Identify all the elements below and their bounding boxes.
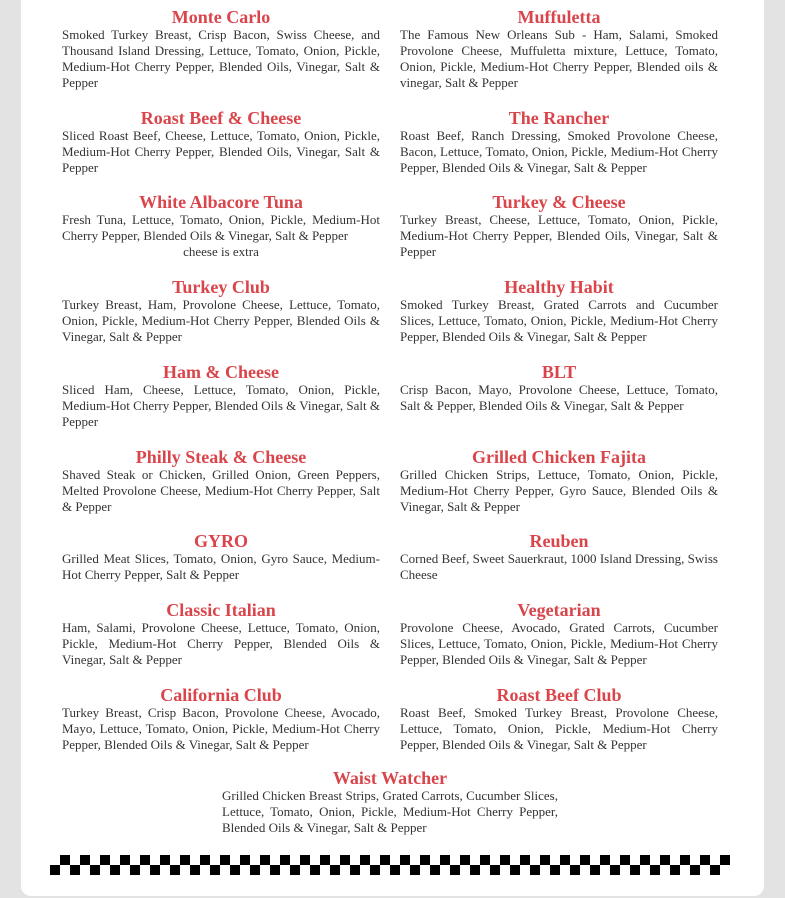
menu-item (400, 600, 718, 668)
item-title: Reuben (529, 531, 589, 551)
menu-item (400, 531, 718, 583)
checkered-border (50, 855, 730, 875)
item-description: Corned Beef, Sweet Sauerkraut, 1000 Island Dressing, Swiss Cheese (400, 551, 718, 582)
menu-item (62, 447, 380, 515)
item-title: California Club (160, 685, 282, 705)
menu-item-centered (222, 768, 558, 836)
menu-item (62, 192, 380, 260)
item-description: Sliced Roast Beef, Cheese, Lettuce, Tomato, Onion, Pickle, Medium-Hot Cherry Pepper, Blended Oils, Vinegar, Salt & Pepper (62, 128, 380, 175)
item-description: Grilled Chicken Breast Strips, Grated Carrots, Cucumber Slices, Lettuce, Tomato, Onion, Pickle, Medium-Hot Cherry Pepper, Blended Oils & Vinegar, Salt & Pepper (222, 788, 558, 835)
item-description: Crisp Bacon, Mayo, Provolone Cheese, Lettuce, Tomato, Salt & Pepper, Blended Oils & Vinegar, Salt & Pepper (400, 382, 718, 413)
item-description: Ham, Salami, Provolone Cheese, Lettuce, Tomato, Onion, Pickle, Medium-Hot Cherry Pepper, Blended Oils & Vinegar, Salt & Pepper (62, 620, 380, 667)
item-description: Fresh Tuna, Lettuce, Tomato, Onion, Pickle, Medium-Hot Cherry Pepper, Blended Oils & Vinegar, Salt & Pepper (62, 212, 380, 243)
menu-item (62, 600, 380, 668)
item-description: Turkey Breast, Ham, Provolone Cheese, Lettuce, Tomato, Onion, Pickle, Medium-Hot Cherry Pepper, Blended Oils & Vinegar, Salt & Pepper (62, 297, 380, 344)
item-title: Roast Beef Club (496, 685, 622, 705)
item-description: The Famous New Orleans Sub - Ham, Salami, Smoked Provolone Cheese, Muffuletta mixture, Lettuce, Tomato, Onion, Pickle, Medium-Hot Cherry Pepper, Blended oils & vinegar, Salt & Pepper (400, 27, 718, 90)
item-description: Sliced Ham, Cheese, Lettuce, Tomato, Onion, Pickle, Medium-Hot Cherry Pepper, Blended Oils & Vinegar, Salt & Pepper (62, 382, 380, 429)
item-title: Grilled Chicken Fajita (472, 447, 646, 467)
item-title: Roast Beef & Cheese (140, 108, 302, 128)
item-description: Turkey Breast, Crisp Bacon, Provolone Cheese, Avocado, Mayo, Lettuce, Tomato, Onion, Pickle, Medium-Hot Cherry Pepper, Blended Oils & Vinegar, Salt & Pepper (62, 705, 380, 752)
item-title: Ham & Cheese (163, 362, 279, 382)
item-description: Turkey Breast, Cheese, Lettuce, Tomato, Onion, Pickle, Medium-Hot Cherry Pepper, Blended Oils, Vinegar, Salt & Pepper (400, 212, 718, 259)
item-description: Shaved Steak or Chicken, Grilled Onion, Green Peppers, Melted Provolone Cheese, Medium-Hot Cherry Pepper, Salt & Pepper (62, 467, 380, 514)
menu-item (62, 7, 380, 91)
item-title: The Rancher (508, 108, 610, 128)
item-title: GYRO (194, 531, 248, 551)
menu-item (62, 685, 380, 753)
item-title: Monte Carlo (171, 7, 271, 27)
menu-item (400, 362, 718, 414)
menu-item (62, 277, 380, 345)
item-title: Classic Italian (166, 600, 276, 620)
item-title: Turkey & Cheese (492, 192, 626, 212)
item-description: Smoked Turkey Breast, Crisp Bacon, Swiss Cheese, and Thousand Island Dressing, Lettuce, Tomato, Onion, Pickle, Medium-Hot Cherry Pepper, Blended Oils, Vinegar, Salt & Pepper (62, 27, 380, 90)
item-title: Philly Steak & Cheese (135, 447, 307, 467)
item-description: Grilled Meat Slices, Tomato, Onion, Gyro Sauce, Medium-Hot Cherry Pepper, Salt & Pepper (62, 551, 380, 582)
item-description: Roast Beef, Smoked Turkey Breast, Provolone Cheese, Lettuce, Tomato, Onion, Pickle, Medium-Hot Cherry Pepper, Blended Oils & Vinegar, Salt & Pepper (400, 705, 718, 752)
menu-item (62, 108, 380, 176)
menu-item (62, 362, 380, 430)
item-description: Grilled Chicken Strips, Lettuce, Tomato, Onion, Pickle, Medium-Hot Cherry Pepper, Gyro Sauce, Blended Oils & Vinegar, Salt & Pepper (400, 467, 718, 514)
menu-item (400, 447, 718, 515)
menu-item (400, 192, 718, 260)
menu-item (400, 277, 718, 345)
item-title: Turkey Club (172, 277, 270, 297)
menu-item (400, 108, 718, 176)
item-description: Provolone Cheese, Avocado, Grated Carrots, Cucumber Slices, Lettuce, Tomato, Onion, Pickle, Medium-Hot Cherry Pepper, Blended Oils & Vinegar, Salt & Pepper (400, 620, 718, 667)
item-title: Muffuletta (517, 7, 601, 27)
menu-item (400, 7, 718, 91)
item-description: Smoked Turkey Breast, Grated Carrots and Cucumber Slices, Lettuce, Tomato, Onion, Pickle, Medium-Hot Cherry Pepper, Blended Oils & Vinegar, Salt & Pepper (400, 297, 718, 344)
menu-item (62, 531, 380, 583)
menu-item (400, 685, 718, 753)
item-title: Waist Watcher (332, 768, 448, 788)
item-title: White Albacore Tuna (139, 192, 303, 212)
item-title: BLT (541, 362, 577, 382)
item-title: Healthy Habit (504, 277, 614, 297)
item-note: cheese is extra (183, 244, 259, 259)
item-title: Vegetarian (517, 600, 601, 620)
item-description: Roast Beef, Ranch Dressing, Smoked Provolone Cheese, Bacon, Lettuce, Tomato, Onion, Pickle, Medium-Hot Cherry Pepper, Blended Oils & Vinegar, Salt & Pepper (400, 128, 718, 175)
